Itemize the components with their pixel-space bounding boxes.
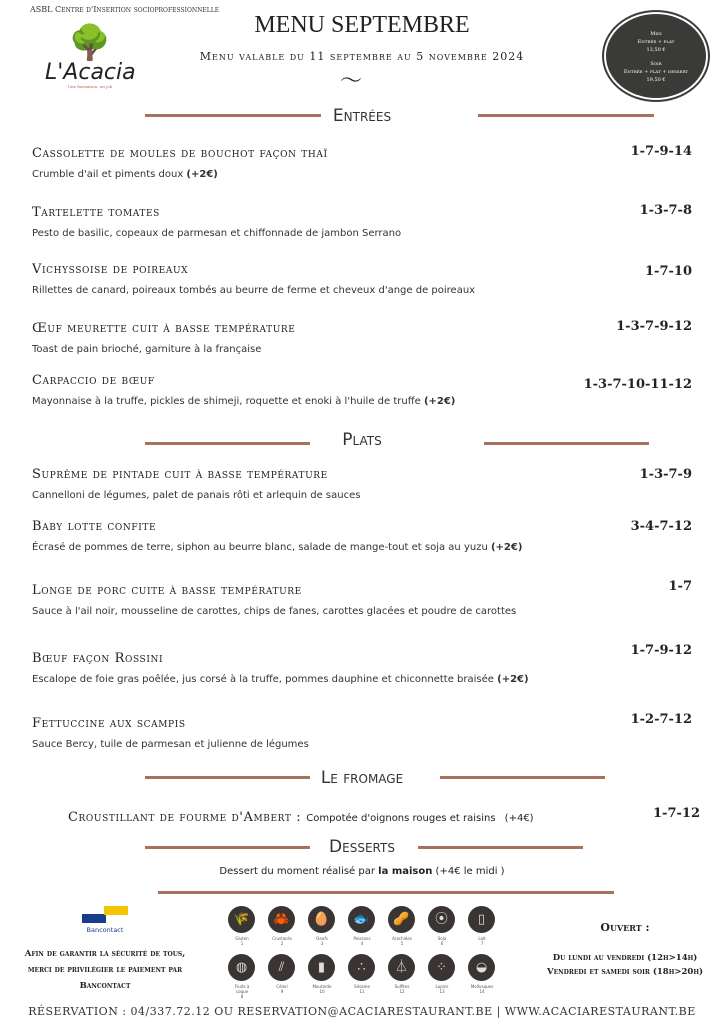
lupin-icon: ⁘ bbox=[428, 954, 455, 981]
soy-icon: ⦿ bbox=[428, 906, 455, 933]
allergen-label: Sulfites bbox=[394, 984, 410, 989]
fish-icon: 🐟 bbox=[348, 906, 375, 933]
allergen-fruits-coque bbox=[228, 954, 256, 999]
item-name: Longe de porc cuite à basse température bbox=[32, 583, 302, 598]
allergen-number: 8 bbox=[240, 994, 244, 999]
crab-icon: 🦀 bbox=[268, 906, 295, 933]
allergen-label: Crustacés bbox=[272, 936, 292, 941]
allergen-mollusques bbox=[468, 954, 496, 994]
midi-label: Midi bbox=[650, 31, 662, 37]
flask-icon: ⏃ bbox=[388, 954, 415, 981]
item-extra: (+2€) bbox=[497, 674, 529, 685]
item-desc-text: Crumble d'ail et piments doux bbox=[32, 169, 184, 180]
allergen-codes: 1-7-10 bbox=[645, 264, 692, 279]
allergen-label: Lupins bbox=[435, 984, 449, 989]
allergen-number: 14 bbox=[479, 989, 485, 994]
item-desc-text: Cannelloni de légumes, palet de panais rôti et arlequin de sauces bbox=[32, 490, 361, 501]
allergen-label: Arachides bbox=[392, 936, 412, 941]
hours-weekday: Du lundi au vendredi (12h>14h) bbox=[552, 953, 698, 963]
allergen-gluten bbox=[228, 906, 256, 946]
menu-item bbox=[32, 373, 692, 409]
shell-icon: ◒ bbox=[468, 954, 495, 981]
allergen-number: 7 bbox=[480, 941, 484, 946]
fromage-item bbox=[68, 806, 700, 825]
asbl-label: ASBL Centre d'Insertion socioprofessionnelle bbox=[30, 5, 220, 14]
sesame-icon: ∴ bbox=[348, 954, 375, 981]
item-desc-text: Mayonnaise à la truffe, pickles de shimeji, roquette et enoki à l'huile de truffe bbox=[32, 396, 421, 407]
item-desc-text: Escalope de foie gras poêlée, jus corsé à la truffe, pommes dauphine et chiconnette braisée bbox=[32, 674, 494, 685]
allergen-oeufs bbox=[308, 906, 336, 946]
dessert-bold: la maison bbox=[378, 866, 433, 877]
item-extra: (+2€) bbox=[186, 169, 218, 180]
section-title-plats: Plats bbox=[342, 430, 382, 450]
divider bbox=[418, 846, 583, 849]
allergen-s-same bbox=[348, 954, 376, 994]
item-desc-text: Toast de pain brioché, garniture à la française bbox=[32, 344, 262, 355]
item-desc bbox=[32, 342, 552, 357]
menu-item bbox=[32, 519, 692, 555]
divider bbox=[478, 114, 654, 117]
allergen-moutarde bbox=[308, 954, 336, 994]
allergen-label: Lait bbox=[478, 936, 486, 941]
soir-price: 19,50 € bbox=[646, 77, 666, 83]
allergen-number: 9 bbox=[280, 989, 284, 994]
allergen-c-leri bbox=[268, 954, 296, 994]
item-desc-text: Pesto de basilic, copeaux de parmesan et chiffonnade de jambon Serrano bbox=[32, 228, 402, 239]
allergen-label: Sésame bbox=[354, 984, 370, 989]
allergen-codes: 1-7 bbox=[668, 579, 692, 594]
item-name: Baby lotte confite bbox=[32, 519, 157, 534]
section-title-fromage: Le fromage bbox=[320, 768, 404, 788]
allergen-lupins bbox=[428, 954, 456, 994]
allergen-codes: 1-3-7-10-11-12 bbox=[583, 377, 692, 392]
item-name: Croustillant de fourme d'Ambert : bbox=[68, 810, 302, 825]
menu-item bbox=[32, 712, 692, 752]
open-title: Ouvert : bbox=[600, 921, 650, 934]
allergen-codes: 1-3-7-9 bbox=[639, 467, 692, 482]
item-name: Cassolette de moules de bouchot façon thaï bbox=[32, 146, 328, 161]
item-desc-text: Sauce Bercy, tuile de parmesan et julienne de légumes bbox=[32, 739, 309, 750]
dessert-extra: (+4€ le midi ) bbox=[435, 866, 505, 877]
item-desc bbox=[32, 604, 552, 619]
egg-icon: 🥚 bbox=[308, 906, 335, 933]
item-desc bbox=[32, 167, 552, 182]
allergen-codes: 1-3-7-9-12 bbox=[616, 319, 692, 334]
contact-line: RÉSERVATION : 04/337.72.12 OU RESERVATION@ACACIARESTAURANT.BE | WWW.ACACIARESTAURANT.BE bbox=[28, 1005, 696, 1018]
soir-label: Soir bbox=[650, 61, 662, 67]
allergen-number: 1 bbox=[240, 941, 244, 946]
allergen-codes: 1-7-9-14 bbox=[630, 144, 692, 159]
payment-note: Afin de garantir la sécurité de tous, merci de privilégier le paiement par Bancontact bbox=[24, 949, 186, 991]
allergen-label: Fruits à coque bbox=[234, 984, 250, 994]
divider bbox=[158, 891, 614, 894]
allergen-label: Moutarde bbox=[312, 984, 332, 989]
allergen-number: 13 bbox=[439, 989, 445, 994]
allergen-label: Gluten bbox=[235, 936, 249, 941]
item-name: Suprême de pintade cuit à basse température bbox=[32, 467, 328, 482]
menu-item bbox=[32, 321, 692, 357]
midi-price: 13,50 € bbox=[646, 47, 666, 53]
allergen-arachides bbox=[388, 906, 416, 946]
section-title-entrees: Entrées bbox=[332, 106, 392, 126]
item-extra: (+2€) bbox=[490, 542, 523, 553]
divider bbox=[484, 442, 649, 445]
allergen-number: 6 bbox=[440, 941, 444, 946]
allergen-codes: 1-7-12 bbox=[653, 806, 700, 821]
item-desc-text: Sauce à l'ail noir, mousseline de carottes, chips de fanes, carottes glacées et poudre de carottes bbox=[32, 606, 517, 617]
dessert-item bbox=[0, 866, 724, 877]
mustard-icon: ▮ bbox=[308, 954, 335, 981]
allergen-codes: 1-2-7-12 bbox=[630, 712, 692, 727]
allergen-poissons bbox=[348, 906, 376, 946]
menu-item bbox=[32, 205, 692, 241]
menu-item bbox=[32, 579, 692, 619]
item-name: Tartelette tomates bbox=[32, 205, 160, 220]
midi-desc: Entrée + plat bbox=[637, 39, 675, 45]
nut-icon: ◍ bbox=[228, 954, 255, 981]
item-name: Vichyssoise de poireaux bbox=[32, 262, 189, 277]
menu-item bbox=[32, 643, 692, 687]
bancontact-logo bbox=[82, 906, 128, 934]
allergen-lait bbox=[468, 906, 496, 946]
divider bbox=[440, 776, 605, 779]
hours-weekend: Vendredi et samedi soir (18h>20h) bbox=[546, 967, 704, 977]
logo-name: L'Acacia bbox=[45, 60, 136, 85]
celery-icon: ⫽ bbox=[268, 954, 295, 981]
item-name: Œuf meurette cuit à basse température bbox=[32, 321, 296, 336]
allergen-label: Céleri bbox=[276, 984, 288, 989]
item-desc-text: Rillettes de canard, poireaux tombés au beurre de ferme et cheveux d'ange de poireaux bbox=[32, 285, 476, 296]
wheat-icon: 🌾 bbox=[228, 906, 255, 933]
item-desc bbox=[32, 488, 552, 503]
allergen-label: Oeufs bbox=[316, 936, 328, 941]
bancontact-label: Bancontact bbox=[86, 926, 124, 934]
allergen-number: 12 bbox=[399, 989, 405, 994]
item-desc bbox=[32, 394, 552, 409]
allergen-sulfites bbox=[388, 954, 416, 994]
item-desc bbox=[32, 540, 552, 555]
tree-icon: 🌳 bbox=[68, 23, 112, 63]
item-desc-text: Écrasé de pommes de terre, siphon au beurre blanc, salade de mange-tout et soja au yuzu bbox=[32, 542, 488, 553]
item-desc bbox=[32, 672, 552, 687]
allergen-label: Mollusques bbox=[470, 984, 494, 989]
allergen-soja bbox=[428, 906, 456, 946]
allergen-number: 2 bbox=[280, 941, 284, 946]
item-name: Fettuccine aux scampis bbox=[32, 716, 186, 731]
item-extra: (+2€) bbox=[423, 396, 456, 407]
item-desc: Compotée d'oignons rouges et raisins bbox=[306, 813, 496, 824]
page-subtitle: Menu valable du 11 septembre au 5 novembre 2024 bbox=[199, 50, 525, 63]
allergen-number: 4 bbox=[360, 941, 364, 946]
allergen-codes: 1-7-9-12 bbox=[630, 643, 692, 658]
section-title-desserts: Desserts bbox=[329, 837, 395, 857]
item-desc bbox=[32, 737, 552, 752]
allergen-label: Poissons bbox=[353, 936, 371, 941]
milk-icon: ▯ bbox=[468, 906, 495, 933]
logo-tagline: Une formation, un job bbox=[67, 84, 113, 89]
allergen-label: Soja bbox=[437, 936, 447, 941]
allergen-crustac-s bbox=[268, 906, 296, 946]
price-badge bbox=[604, 12, 708, 100]
allergen-number: 11 bbox=[359, 989, 365, 994]
menu-item bbox=[32, 467, 692, 503]
page-title: MENU SEPTEMBRE bbox=[254, 12, 470, 38]
item-desc bbox=[32, 283, 552, 298]
peanut-icon: 🥜 bbox=[388, 906, 415, 933]
item-desc bbox=[32, 226, 552, 241]
allergen-number: 10 bbox=[319, 989, 325, 994]
item-name: Carpaccio de bœuf bbox=[32, 373, 155, 388]
allergen-number: 3 bbox=[320, 941, 324, 946]
allergen-codes: 1-3-7-8 bbox=[639, 203, 692, 218]
swash-ornament-icon: 〜 bbox=[340, 69, 363, 94]
allergen-codes: 3-4-7-12 bbox=[630, 519, 692, 534]
dessert-text: Dessert du moment réalisé par bbox=[219, 866, 375, 877]
soir-desc: Entrée + plat + dessert bbox=[623, 69, 689, 75]
menu-item bbox=[32, 146, 692, 182]
menu-item bbox=[32, 262, 692, 298]
allergen-number: 5 bbox=[400, 941, 404, 946]
item-extra: (+4€) bbox=[504, 813, 534, 824]
item-name: Bœuf façon Rossini bbox=[32, 651, 164, 666]
